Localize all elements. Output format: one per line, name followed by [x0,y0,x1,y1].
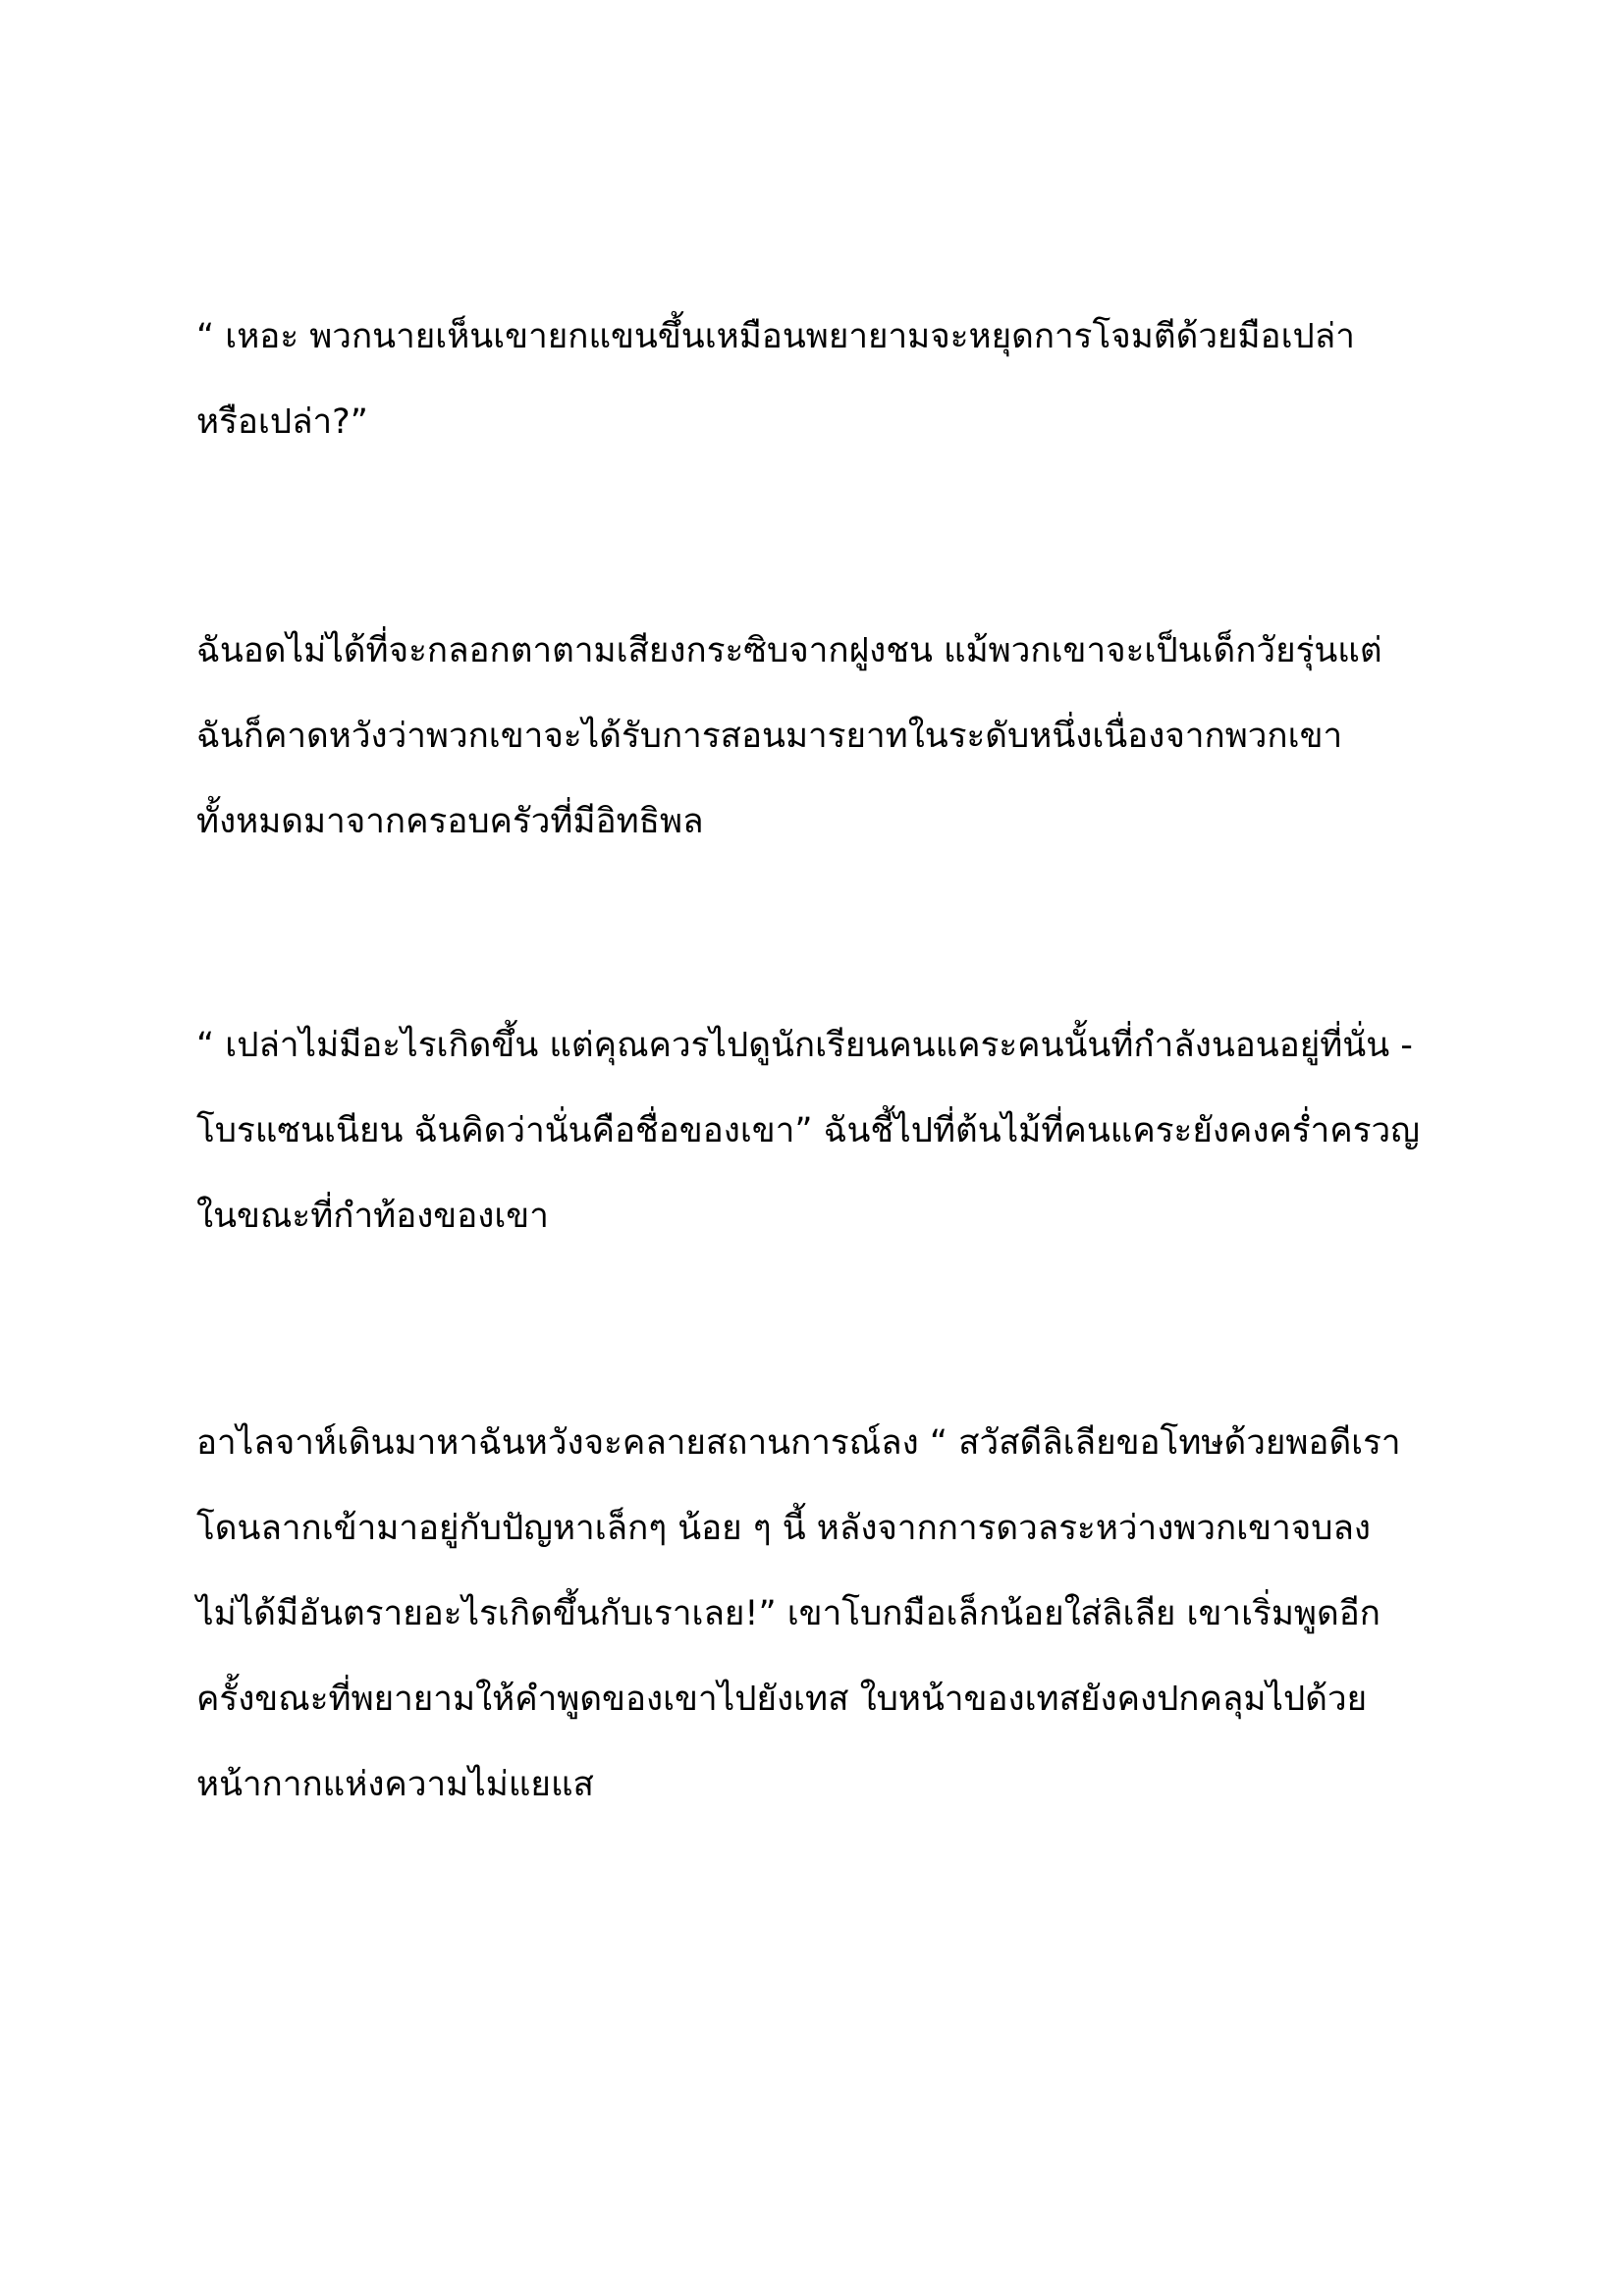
paragraph-line: หน้ากากแห่งความไม่แยแส [196,1765,594,1804]
paragraph-line: หรือเปล่า?” [196,402,368,442]
paragraph-line: ครั้งขณะที่พยายามให้คำพูดของเขาไปยังเทส ใบหน้าของเทสยังคงปกคลุมไปด้วย [196,1680,1368,1719]
paragraph-3 [196,1003,1453,1259]
paragraph-line: ในขณะที่กำท้องของเขา [196,1197,549,1236]
paragraph-line: อาไลจาห์เดินมาหาฉันหวังจะคลายสถานการณ์ลง “ สวัสดีลิเลียขอโทษด้วยพอดีเรา [196,1423,1401,1463]
paragraph-2 [196,609,1453,865]
paragraph-line: ฉันอดไม่ได้ที่จะกลอกตาตามเสียงกระซิบจากฝูงชน แม้พวกเขาจะเป็นเด็กวัยรุ่นแต่ [196,631,1382,670]
paragraph-line: “ เปล่าไม่มีอะไรเกิดขึ้น แต่คุณควรไปดูนักเรียนคนแคระคนนั้นที่กำลังนอนอยู่ที่นั่น - [196,1026,1413,1065]
paragraph-1 [196,294,1453,465]
paragraph-4 [196,1401,1453,1828]
paragraph-line: ไม่ได้มีอันตรายอะไรเกิดขึ้นกับเราเลย!” เขาโบกมือเล็กน้อยใส่ลิเลีย เขาเริ่มพูดอีก [196,1594,1380,1633]
paragraph-line: ฉันก็คาดหวังว่าพวกเขาจะได้รับการสอนมารยาทในระดับหนึ่งเนื่องจากพวกเขา [196,717,1343,756]
paragraph-line: โบรแซนเนียน ฉันคิดว่านั่นคือชื่อของเขา” ฉันชี้ไปที่ต้นไม้ที่คนแคระยังคงคร่ำครวญ [196,1111,1420,1150]
paragraph-line: “ เหอะ พวกนายเห็นเขายกแขนขึ้นเหมือนพยายามจะหยุดการโจมตีด้วยมือเปล่า [196,317,1355,356]
paragraph-line: ทั้งหมดมาจากครอบครัวที่มีอิทธิพล [196,802,704,841]
paragraph-line: โดนลากเข้ามาอยู่กับปัญหาเล็กๆ น้อย ๆ นี้ หลังจากการดวลระหว่างพวกเขาจบลง [196,1509,1372,1548]
